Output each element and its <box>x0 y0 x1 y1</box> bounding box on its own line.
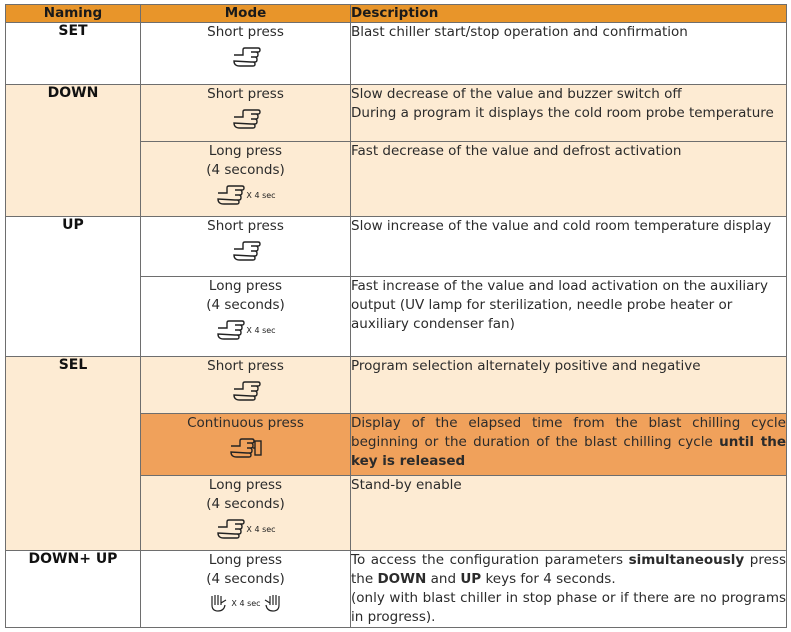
header-row <box>6 5 787 23</box>
mode-label: Short press <box>207 218 284 234</box>
description-emphasis: UP <box>460 571 482 587</box>
duration-label: X 4 sec <box>246 524 276 534</box>
mode-cell <box>141 85 351 142</box>
hand-press-icon <box>215 184 245 206</box>
naming-header: Naming <box>6 5 141 23</box>
mode-cell <box>141 23 351 85</box>
mode-cell <box>141 414 351 476</box>
description-sel-continuous <box>351 414 787 476</box>
description-sel-long: Stand-by enable <box>351 476 787 551</box>
hand-press-icon <box>215 518 245 540</box>
description-text: and <box>426 571 461 587</box>
hand-press-icon <box>231 46 261 68</box>
row-down-short <box>6 85 787 142</box>
description-up-short: Slow increase of the value and cold room temperature display <box>351 217 787 277</box>
mode-label: Long press <box>208 278 283 294</box>
hand-press-icon <box>215 319 245 341</box>
mode-label: Short press <box>207 86 284 102</box>
mode-cell <box>141 476 351 551</box>
duration-label: X 4 sec <box>246 325 276 335</box>
mode-sublabel: (4 seconds) <box>206 297 285 313</box>
row-down-up <box>6 551 787 628</box>
key-name-set: SET <box>6 23 141 85</box>
mode-header: Mode <box>141 5 351 23</box>
hand-timer-group <box>141 518 350 540</box>
description-line: During a program it displays the cold room probe temperature <box>351 105 774 121</box>
right-hand-icon <box>261 593 283 613</box>
description-emphasis: simultaneously <box>628 552 745 568</box>
mode-cell <box>141 277 351 357</box>
hand-timer-group <box>141 319 350 341</box>
description-text: Display of the elapsed time from the blast chilling cycle beginning or the duration of the blast chilling cycle <box>351 415 786 450</box>
mode-cell <box>141 551 351 628</box>
description-header: Description <box>351 5 787 23</box>
mode-sublabel: (4 seconds) <box>206 162 285 178</box>
mode-label: Long press <box>208 143 283 159</box>
hand-press-icon <box>231 108 261 130</box>
keys-table <box>5 4 787 628</box>
description-emphasis: until the key is released <box>351 434 786 469</box>
mode-label: Short press <box>207 24 284 40</box>
mode-label: Long press <box>208 552 283 568</box>
key-name-sel: SEL <box>6 357 141 551</box>
description-set: Blast chiller start/stop operation and confirmation <box>351 23 787 85</box>
description-down-long: Fast decrease of the value and defrost activation <box>351 142 787 217</box>
row-sel-short <box>6 357 787 414</box>
hand-timer-group <box>141 184 350 206</box>
mode-cell <box>141 357 351 414</box>
row-up-short <box>6 217 787 277</box>
key-name-down: DOWN <box>6 85 141 217</box>
mode-cell <box>141 142 351 217</box>
mode-label: Short press <box>207 358 284 374</box>
description-text: keys for 4 seconds. <box>481 571 616 587</box>
mode-label: Continuous press <box>187 415 304 431</box>
description-text: press the <box>351 552 786 587</box>
duration-label: X 4 sec <box>231 598 261 608</box>
hand-hold-icon <box>228 437 264 459</box>
description-note: (only with blast chiller in stop phase or if there are no programs in progress). <box>351 590 786 625</box>
mode-cell <box>141 217 351 277</box>
left-hand-icon <box>208 593 230 613</box>
description-down-up <box>351 551 787 628</box>
mode-sublabel: (4 seconds) <box>206 571 285 587</box>
key-name-down-up: DOWN+ UP <box>6 551 141 628</box>
two-hands-timer-group <box>141 593 350 613</box>
mode-label: Long press <box>208 477 283 493</box>
duration-label: X 4 sec <box>246 190 276 200</box>
description-sel-short: Program selection alternately positive and negative <box>351 357 787 414</box>
description-up-long: Fast increase of the value and load activation on the auxiliary output (UV lamp for sterilization, needle probe heater or auxiliary condenser fan) <box>351 277 787 357</box>
mode-sublabel: (4 seconds) <box>206 496 285 512</box>
description-down-short <box>351 85 787 142</box>
hand-press-icon <box>231 380 261 402</box>
description-text: To access the configuration parameters <box>351 552 629 568</box>
key-name-up: UP <box>6 217 141 357</box>
description-emphasis: DOWN <box>377 571 427 587</box>
description-line: Slow decrease of the value and buzzer switch off <box>351 86 682 102</box>
hand-press-icon <box>231 240 261 262</box>
row-set <box>6 23 787 85</box>
